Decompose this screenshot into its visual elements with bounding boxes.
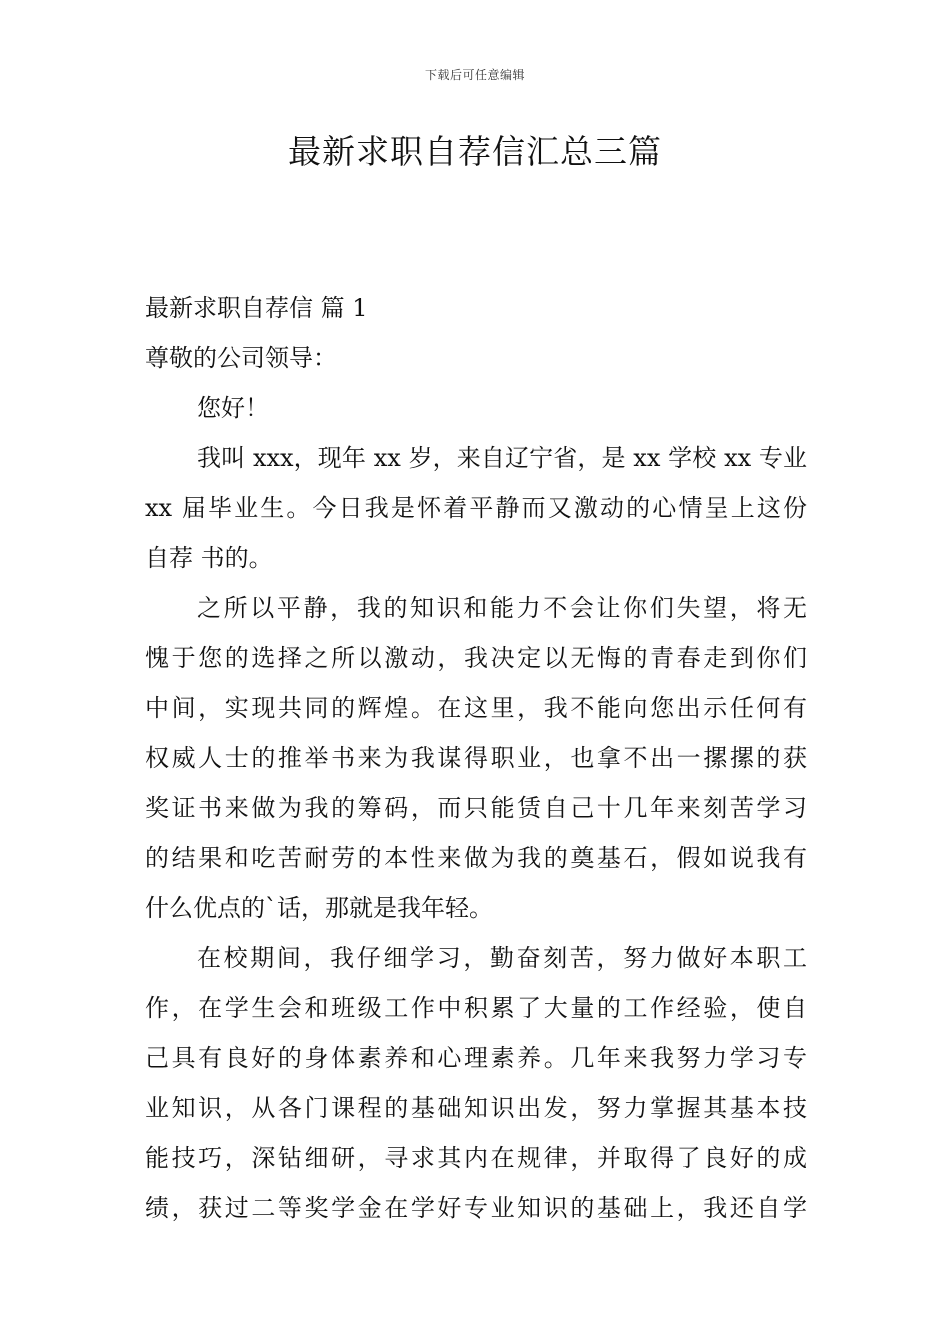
salutation: 尊敬的公司领导：	[145, 344, 337, 372]
body-line: 绩，获过二等奖学金在学好专业知识的基础上，我还自学	[145, 1194, 807, 1222]
body-line: 之所以平静，我的知识和能力不会让你们失望，将无	[197, 594, 807, 622]
greeting: 您好！	[197, 394, 269, 422]
body-line: 中间，实现共同的辉煌。在这里，我不能向您出示任何有	[145, 694, 807, 722]
body-line: 的结果和吃苦耐劳的本性来做为我的奠基石，假如说我有	[145, 844, 807, 872]
document-title: 最新求职自荐信汇总三篇	[288, 132, 662, 171]
letter-body	[145, 283, 807, 1233]
body-line: 能技巧，深钻细研，寻求其内在规律，并取得了良好的成	[145, 1144, 807, 1172]
body-line: 权威人士的推举书来为我谋得职业，也拿不出一摞摞的获	[145, 744, 807, 772]
body-line: 自荐 书的。	[145, 544, 273, 572]
header-note: 下载后可任意编辑	[424, 68, 525, 82]
body-line: 作，在学生会和班级工作中积累了大量的工作经验，使自	[145, 994, 807, 1022]
body-line: 己具有良好的身体素养和心理素养。几年来我努力学习专	[145, 1044, 807, 1072]
body-line: 在校期间，我仔细学习，勤奋刻苦，努力做好本职工	[197, 944, 807, 972]
body-line: xx 届毕业生。今日我是怀着平静而又激动的心情呈上这份	[145, 494, 807, 522]
body-line: 愧于您的选择之所以激动，我决定以无悔的青春走到你们	[145, 644, 807, 672]
body-line: 业知识，从各门课程的基础知识出发，努力掌握其基本技	[145, 1094, 807, 1122]
body-line: 奖证书来做为我的筹码，而只能赁自己十几年来刻苦学习	[145, 794, 807, 822]
body-line: 我叫 xxx，现年 xx 岁，来自辽宁省，是 xx 学校 xx 专业	[197, 444, 807, 472]
body-line: 什么优点的`话，那就是我年轻。	[145, 894, 493, 922]
section-heading: 最新求职自荐信 篇 1	[145, 294, 368, 322]
